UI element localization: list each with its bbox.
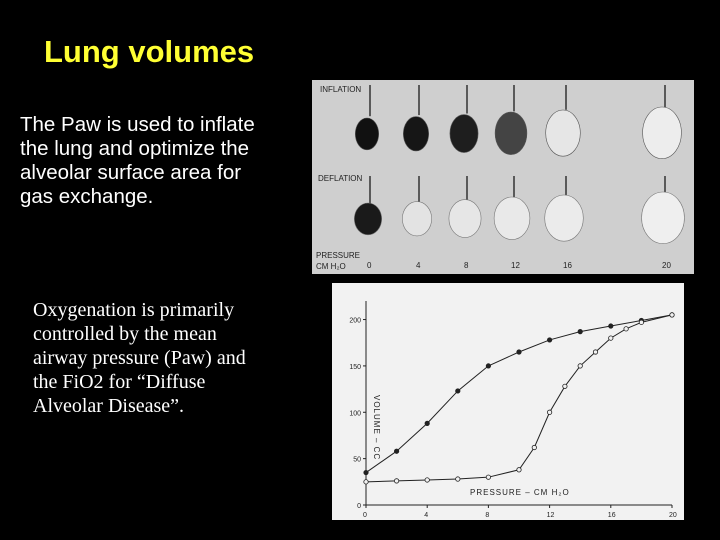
data-point bbox=[532, 445, 536, 449]
deflation-label: DEFLATION bbox=[318, 174, 363, 183]
y-tick-label: 200 bbox=[349, 317, 361, 325]
lung-inflation-2 bbox=[450, 85, 478, 153]
data-point bbox=[364, 470, 368, 474]
data-point bbox=[486, 475, 490, 479]
lung-deflation-1 bbox=[402, 176, 431, 236]
data-point bbox=[456, 389, 460, 393]
data-point bbox=[639, 320, 643, 324]
y-tick-label: 150 bbox=[349, 363, 361, 371]
data-point bbox=[547, 338, 551, 342]
series-line-1 bbox=[366, 315, 672, 482]
data-point bbox=[547, 410, 551, 414]
data-point bbox=[578, 364, 582, 368]
slide-title: Lung volumes bbox=[44, 34, 255, 69]
lung-deflation-2 bbox=[449, 176, 481, 238]
pressure-tick-label: 0 bbox=[367, 261, 372, 270]
data-point bbox=[609, 324, 613, 328]
lung-deflation-3 bbox=[494, 176, 530, 240]
paragraph-paw: The Paw is used to inflate the lung and optimize the alveolar surface area for gas exchange. bbox=[20, 113, 255, 208]
data-point bbox=[624, 327, 628, 331]
pressure-tick-label: 12 bbox=[511, 261, 520, 270]
data-point bbox=[425, 478, 429, 482]
x-axis-label: PRESSURE – CM H₂O bbox=[470, 488, 570, 497]
pressure-tick-label: 16 bbox=[563, 261, 572, 270]
pressure-label: PRESSURE bbox=[316, 251, 361, 260]
lung-photo-figure bbox=[312, 80, 694, 274]
y-axis-label: VOLUME – CC bbox=[372, 395, 381, 461]
data-point bbox=[593, 350, 597, 354]
data-point bbox=[486, 364, 490, 368]
lung-inflation-5 bbox=[643, 85, 682, 159]
pressure-tick-label: 4 bbox=[416, 261, 421, 270]
data-point bbox=[670, 313, 674, 317]
lung-inflation-0 bbox=[355, 85, 378, 150]
lung-inflation-3 bbox=[495, 85, 527, 155]
data-point bbox=[517, 468, 521, 472]
paragraph-oxygenation: Oxygenation is primarily controlled by the mean airway pressure (Paw) and the FiO2 for “Diffuse Alveolar Disease”. bbox=[33, 299, 246, 417]
lung-deflation-5 bbox=[642, 176, 685, 244]
lung-photo-svg bbox=[312, 80, 694, 274]
lung-inflation-1 bbox=[403, 85, 428, 151]
data-point bbox=[394, 449, 398, 453]
x-tick-label: 16 bbox=[607, 512, 616, 519]
inflation-label: INFLATION bbox=[320, 85, 362, 94]
x-tick-label: 0 bbox=[363, 512, 367, 519]
y-tick-label: 0 bbox=[357, 503, 361, 510]
data-point bbox=[425, 421, 429, 425]
lung-inflation-4 bbox=[546, 85, 581, 156]
x-tick-label: 20 bbox=[669, 512, 677, 519]
series-line-0 bbox=[366, 315, 672, 473]
x-tick-label: 8 bbox=[485, 512, 490, 519]
data-point bbox=[364, 480, 368, 484]
data-point bbox=[394, 479, 398, 483]
pressure-unit-label: CM H₂O bbox=[316, 262, 346, 271]
x-tick-label: 4 bbox=[424, 512, 429, 519]
lung-deflation-4 bbox=[545, 176, 584, 241]
pressure-volume-chart bbox=[332, 283, 684, 520]
lung-deflation-0 bbox=[354, 176, 381, 235]
data-point bbox=[563, 384, 567, 388]
x-tick-label: 12 bbox=[546, 512, 555, 519]
data-point bbox=[456, 477, 460, 481]
chart-svg bbox=[332, 283, 684, 520]
data-point bbox=[517, 350, 521, 354]
data-point bbox=[609, 336, 613, 340]
pressure-tick-label: 20 bbox=[662, 261, 671, 270]
y-tick-label: 50 bbox=[353, 456, 361, 464]
y-tick-label: 100 bbox=[349, 410, 361, 418]
data-point bbox=[578, 329, 582, 333]
pressure-tick-label: 8 bbox=[464, 261, 469, 270]
